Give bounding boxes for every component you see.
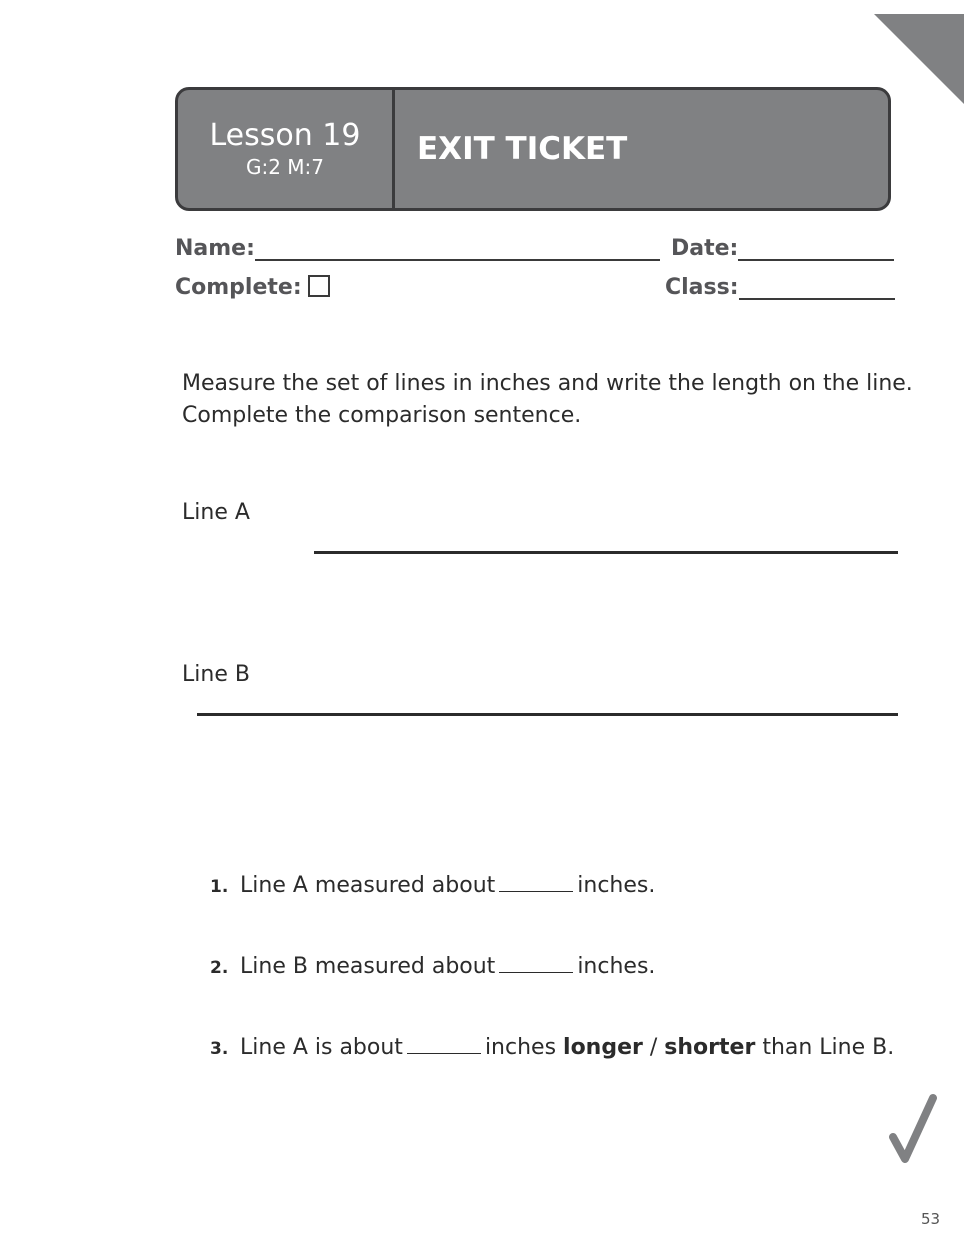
line-a — [314, 551, 898, 554]
answer-blank[interactable] — [499, 954, 573, 973]
complete-field — [175, 275, 330, 300]
instructions — [182, 368, 913, 432]
lesson-title: Lesson 19 — [209, 118, 361, 153]
lesson-header — [175, 87, 891, 211]
question-number: 2. — [210, 958, 229, 978]
name-blank[interactable] — [255, 239, 660, 261]
question-number: 3. — [210, 1039, 229, 1059]
class-field[interactable] — [665, 275, 895, 300]
class-label: Class: — [665, 275, 739, 300]
complete-label: Complete: — [175, 275, 302, 300]
option-shorter[interactable]: shorter — [664, 1035, 756, 1060]
date-label: Date: — [671, 236, 739, 261]
question-1: 1. Line A measured about inches. — [210, 873, 656, 898]
instruction-line-2: Complete the comparison sentence. — [182, 403, 582, 428]
line-b-label: Line B — [182, 662, 250, 687]
name-field[interactable] — [175, 236, 660, 261]
checkmark-icon — [888, 1093, 938, 1165]
complete-checkbox[interactable] — [308, 275, 330, 297]
lesson-code: G:2 M:7 — [245, 155, 325, 179]
exit-ticket-title: EXIT TICKET — [417, 131, 628, 167]
date-field[interactable] — [671, 236, 894, 261]
name-label: Name: — [175, 236, 255, 261]
line-a-label: Line A — [182, 500, 250, 525]
lesson-badge — [178, 90, 395, 208]
option-longer[interactable]: longer — [563, 1035, 643, 1060]
question-3: 3. Line A is about inches longer / shorter than Line B. — [210, 1035, 895, 1060]
answer-blank[interactable] — [499, 873, 573, 892]
date-blank[interactable] — [738, 239, 894, 261]
class-blank[interactable] — [739, 278, 895, 300]
line-b — [197, 713, 898, 716]
page-corner-triangle — [874, 14, 964, 104]
question-2: 2. Line B measured about inches. — [210, 954, 656, 979]
answer-blank[interactable] — [407, 1035, 481, 1054]
instruction-line-1: Measure the set of lines in inches and write the length on the line. — [182, 371, 913, 396]
page-number: 53 — [921, 1210, 941, 1228]
question-number: 1. — [210, 877, 229, 897]
